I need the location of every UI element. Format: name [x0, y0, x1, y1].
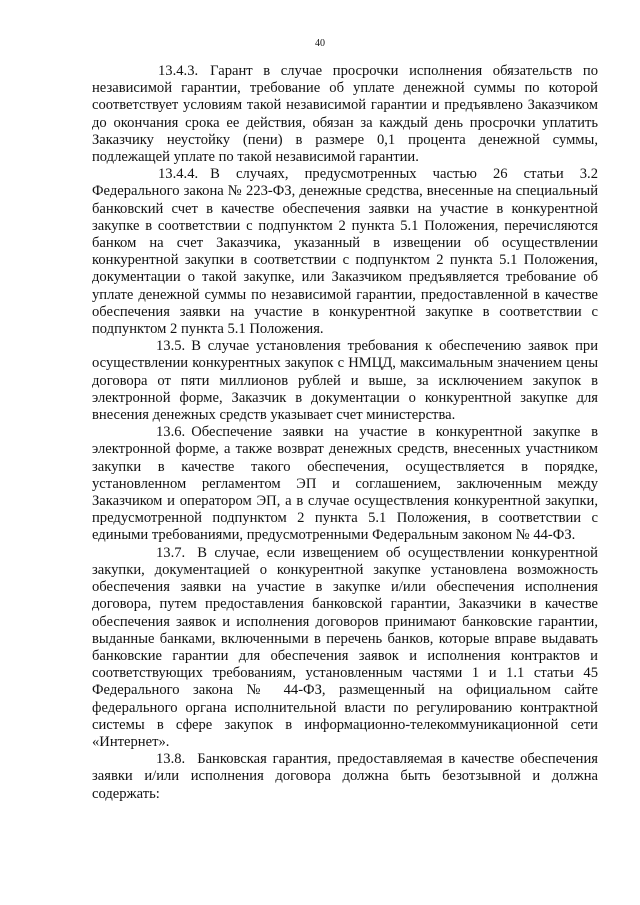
paragraph-text: Обеспечение заявки на участие в конкурентной закупке в электронной форме, а также возврат денежных средств, внесенных участником закупки в качестве такого обеспечения, осуществляется в порядке, установленном регламентом ЭП и соглашением, заключенным между Заказчиком и оператором ЭП, а в случае осуществления конкурентной закупки, предусмотренной подпунктом 2 пункта 5.1 Положения, в соответствии с едиными требованиями, предусмотренными Федеральным законом № 44-ФЗ. [92, 424, 598, 544]
paragraph-text: В случаях, предусмотренных частью 26 статьи 3.2 Федерального закона № 223-ФЗ, денежные средства, внесенные на специальный банковский счет в качестве обеспечения заявки на участие в конкурентной закупке в соответствии с подпунктом 2 пункта 5.1 Положения, перечисляются банком на счет Заказчика, указанный в извещении об осуществлении конкурентной закупки в соответствии с подпунктом 2 пункта 5.1 Положения, документации о такой закупке, или Заказчиком предъявляется требование об уплате денежной суммы по независимой гарантии, предоставленной в качестве обеспечения заявки на участие в конкурентной закупке в соответствии с подпунктом 2 пункта 5.1 Положения. [92, 166, 598, 338]
paragraph-text: Банковская гарантия, предоставляемая в качестве обеспечения заявки и/или исполнения договора должна быть безотзывной и должна содержать: [92, 751, 598, 802]
paragraph-13-5 [92, 338, 598, 424]
paragraph-number: 13.4.3. [158, 63, 199, 79]
paragraph-13-8 [92, 751, 598, 803]
paragraph-13-7 [92, 545, 598, 751]
paragraph-text: В случае установления требования к обеспечению заявок при осуществлении конкурентных закупок с НМЦД, максимальным значением цены договора от пяти миллионов рублей и выше, за исключением закупок в электронной форме, Заказчик в документации о конкурентной закупке для внесения денежных средств указывает счет министерства. [92, 338, 598, 424]
paragraph-13-4-3 [92, 63, 598, 166]
paragraph-number: 13.4.4. [158, 166, 199, 183]
paragraph-number: 13.7. [156, 544, 186, 561]
paragraph-text: Гарант в случае просрочки исполнения обязательств по независимой гарантии, требование об уплате денежной суммы по которой соответствует условиям такой независимой гарантии и предъявлено Заказчиком до окончания срока ее действия, обязан за каждый день просрочки уплатить Заказчику неустойку (пени) в размере 0,1 процента денежной суммы, подлежащей уплате по такой независимой гарантии. [92, 63, 598, 166]
paragraph-13-4-4 [92, 166, 598, 338]
paragraph-13-6 [92, 424, 598, 544]
paragraph-number: 13.8. [156, 751, 186, 768]
paragraph-text: В случае, если извещением об осуществлении конкурентной закупки, документацией о конкурентной закупке установлена возможность обеспечения заявки на участие в закупке и/или обеспечения исполнения договора, путем предоставления банковской гарантии, Заказчики в качестве обеспечения заявок и исполнения договоров принимают банковские гарантии, выданные банками, включенными в перечень банков, которые вправе выдавать банковские гарантии для обеспечения заявок и исполнения контрактов и соответствующих требованиям, установленным частями 1 и 1.1 статьи 45 Федерального закона № 44-ФЗ, размещенный на официальном сайте федерального органа исполнительной власти по регулированию контрактной системы в сфере закупок в информационно-телекоммуникационной сети «Интернет». [92, 544, 598, 750]
paragraph-number: 13.6. [156, 424, 186, 441]
page-number: 40 [315, 38, 325, 49]
document-body [92, 63, 598, 803]
paragraph-number: 13.5. [156, 338, 186, 355]
